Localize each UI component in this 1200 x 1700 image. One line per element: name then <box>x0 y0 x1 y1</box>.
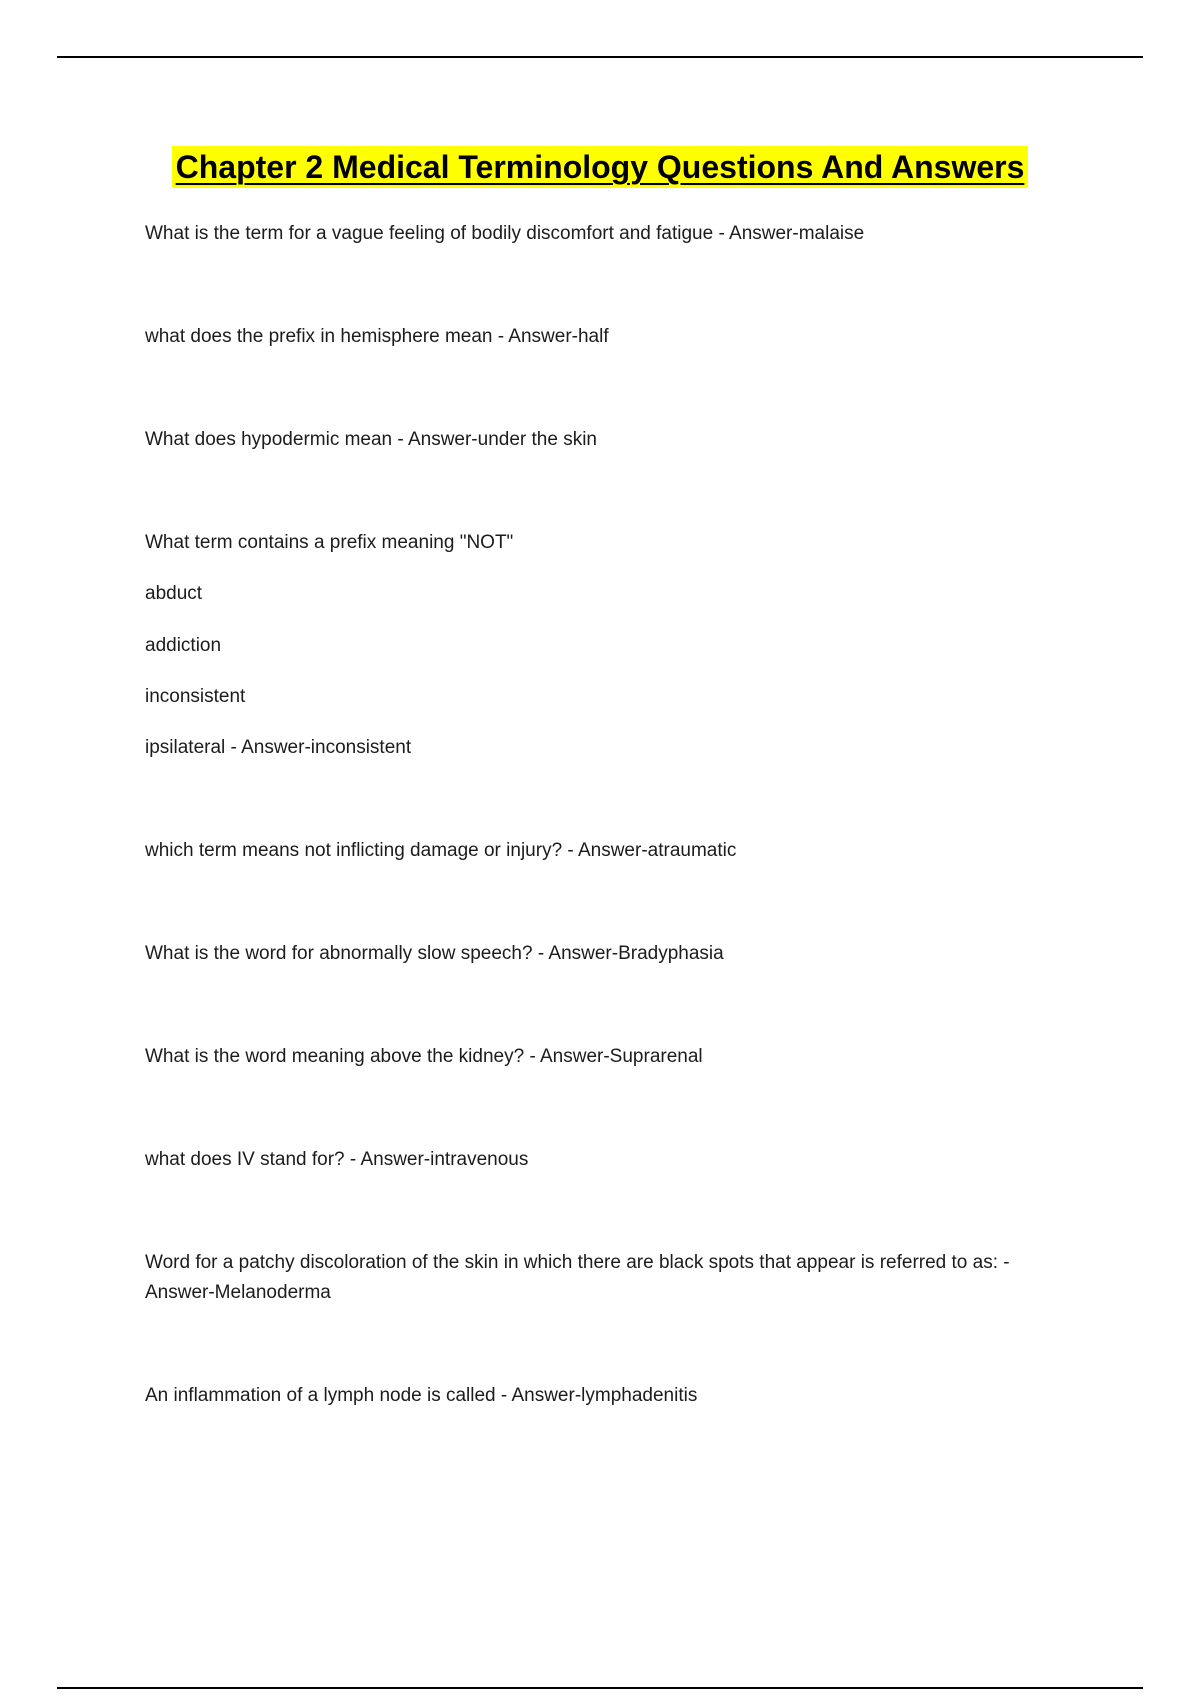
footer-rule <box>57 1687 1143 1689</box>
qa-line-prefix-not-question: What term contains a prefix meaning "NOT" <box>145 532 514 553</box>
qa-line-intravenous: what does IV stand for? - Answer-intravenous <box>145 1149 529 1170</box>
document-title: Chapter 2 Medical Terminology Questions And Answers <box>172 146 1029 188</box>
header-rule <box>57 56 1143 58</box>
qa-line-atraumatic: which term means not inflicting damage or injury? - Answer-atraumatic <box>145 840 737 861</box>
qa-line-malaise: What is the term for a vague feeling of bodily discomfort and fatigue - Answer-malaise <box>145 223 865 244</box>
title-container <box>0 146 1200 188</box>
qa-line-hemisphere: what does the prefix in hemisphere mean - Answer-half <box>145 326 609 347</box>
qa-option-addiction: addiction <box>145 635 222 656</box>
qa-line-lymphadenitis: An inflammation of a lymph node is called - Answer-lymphadenitis <box>145 1385 698 1406</box>
qa-line-melanoderma-answer: Answer-Melanoderma <box>145 1282 331 1303</box>
qa-option-abduct: abduct <box>145 583 203 604</box>
qa-line-suprarenal: What is the word meaning above the kidney? - Answer-Suprarenal <box>145 1046 703 1067</box>
qa-option-inconsistent: inconsistent <box>145 686 246 707</box>
qa-line-bradyphasia: What is the word for abnormally slow speech? - Answer-Bradyphasia <box>145 943 724 964</box>
qa-line-hypodermic: What does hypodermic mean - Answer-under the skin <box>145 429 597 450</box>
qa-option-ipsilateral-answer: ipsilateral - Answer-inconsistent <box>145 737 412 758</box>
qa-line-melanoderma-question: Word for a patchy discoloration of the skin in which there are black spots that appear is referred to as: - <box>145 1252 1010 1273</box>
